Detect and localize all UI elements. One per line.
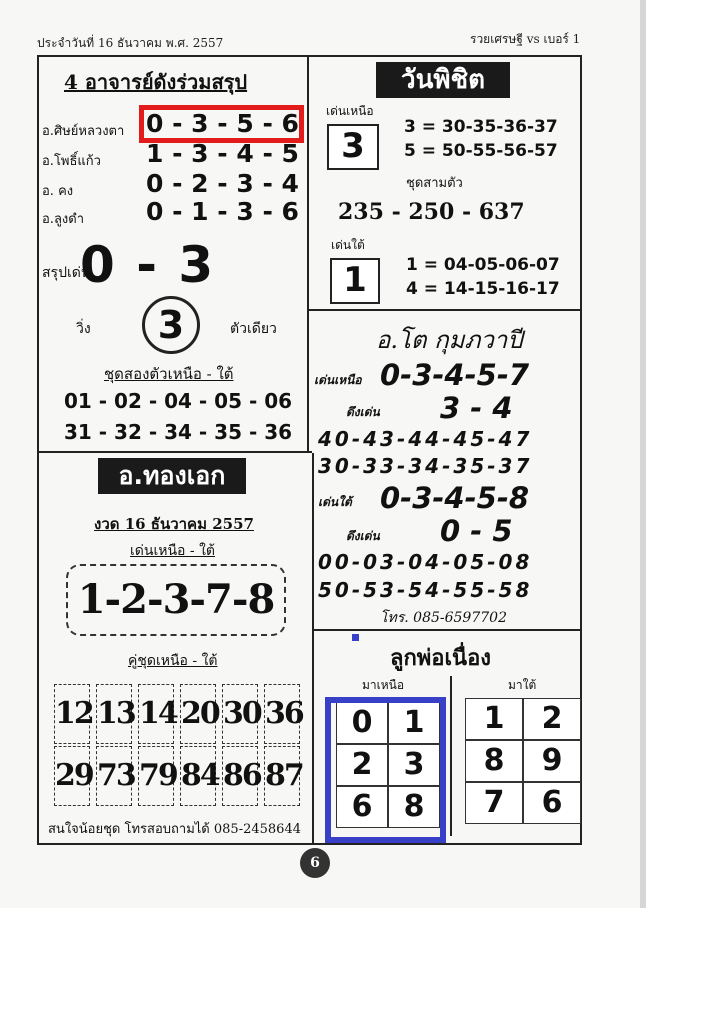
three-digit-label: ชุดสามตัว bbox=[406, 176, 463, 191]
pair-cell: 29 bbox=[54, 746, 90, 806]
pair-cell: 86 bbox=[222, 746, 258, 806]
south-label: เด่นใต้ bbox=[331, 238, 365, 252]
pair-cell: 87 bbox=[264, 746, 300, 806]
grid-digit: 3 bbox=[388, 744, 440, 786]
pair-cell: 20 bbox=[180, 684, 216, 744]
number-line: 50-53-54-55-58 bbox=[318, 578, 533, 602]
pair-cell: 84 bbox=[180, 746, 216, 806]
run-digit-circle: 3 bbox=[142, 296, 200, 354]
summary-label: สรุปเด่น bbox=[42, 265, 91, 281]
blue-highlight-box bbox=[325, 697, 446, 843]
pairs-line: 31 - 32 - 34 - 35 - 36 bbox=[64, 420, 293, 444]
ajarn-name: อ. คง bbox=[42, 184, 74, 199]
section-title-wanpichit: วันพิชิต bbox=[376, 62, 510, 98]
pull-label: ดึงเด่น bbox=[346, 405, 380, 419]
south-line: 1 = 04-05-06-07 bbox=[406, 255, 560, 275]
pair-cell: 13 bbox=[96, 684, 132, 744]
number-line: 30-33-34-35-37 bbox=[318, 454, 533, 478]
summary-value: 0 - 3 bbox=[80, 236, 216, 294]
grid-digit: 8 bbox=[465, 740, 523, 782]
grid-digit: 7 bbox=[465, 782, 523, 824]
grid-digit: 6 bbox=[523, 782, 581, 824]
section-title-thong-ek: อ.ทองเอก bbox=[98, 458, 246, 494]
pairs-label: คู่ชุดเหนือ - ใต้ bbox=[128, 653, 218, 669]
pair-cell: 30 bbox=[222, 684, 258, 744]
header-title: รวยเศรษฐี vs เบอร์ 1 bbox=[470, 32, 581, 46]
north-numbers: 0-3-4-5-7 bbox=[380, 358, 530, 392]
number-line: 00-03-04-05-08 bbox=[318, 550, 533, 574]
grid-digit: 1 bbox=[388, 702, 440, 744]
south-numbers: 0-3-4-5-8 bbox=[380, 481, 530, 515]
blue-marker bbox=[352, 634, 359, 641]
phone-number: โทร. 085-6597702 bbox=[380, 610, 507, 626]
divider-luk-pho bbox=[450, 676, 452, 836]
north-line: 5 = 50-55-56-57 bbox=[404, 141, 558, 161]
grid-digit: 2 bbox=[523, 698, 581, 740]
run-label: วิ่ง bbox=[76, 321, 91, 337]
section-title-ajarn-to: อ.โต กุมภวาปี bbox=[376, 326, 523, 354]
left-grid-label: มาเหนือ bbox=[362, 678, 405, 692]
main-numbers-box: 1-2-3-7-8 bbox=[66, 564, 286, 636]
right-grid-label: มาใต้ bbox=[508, 678, 537, 692]
divider-left bbox=[37, 451, 312, 453]
grid-digit: 8 bbox=[388, 786, 440, 828]
header-date: ประจำวันที่ 16 ธันวาคม พ.ศ. 2557 bbox=[37, 36, 224, 50]
page-number: 6 bbox=[300, 848, 330, 878]
grid-digit: 2 bbox=[336, 744, 388, 786]
page-edge bbox=[640, 0, 646, 908]
north-label: เด่นเหนือ bbox=[326, 104, 374, 118]
grid-digit: 0 bbox=[336, 702, 388, 744]
pair-cell: 36 bbox=[264, 684, 300, 744]
draw-date: งวด 16 ธันวาคม 2557 bbox=[94, 515, 254, 533]
grid-digit: 6 bbox=[336, 786, 388, 828]
ajarn-numbers: 1 - 3 - 4 - 5 bbox=[146, 139, 299, 168]
pair-cell: 73 bbox=[96, 746, 132, 806]
north-digit-box: 3 bbox=[327, 124, 379, 170]
south-label: เด่นใต้ bbox=[318, 495, 352, 509]
divider-right-2 bbox=[313, 629, 582, 631]
section-title-luk-pho-nueang: ลูกพ่อเนื่อง bbox=[390, 645, 492, 671]
north-south-label: เด่นเหนือ - ใต้ bbox=[130, 543, 215, 559]
divider-right-1 bbox=[308, 309, 582, 311]
section-title-4-ajarn: 4 อาจารย์ดังร่วมสรุป bbox=[64, 70, 248, 94]
divider-vertical-bottom bbox=[312, 453, 314, 845]
pull-label: ดึงเด่น bbox=[346, 529, 380, 543]
ajarn-numbers: 0 - 3 - 5 - 6 bbox=[146, 109, 299, 138]
ajarn-numbers: 0 - 1 - 3 - 6 bbox=[146, 197, 299, 226]
number-line: 40-43-44-45-47 bbox=[318, 427, 533, 451]
pairs-title: ชุดสองตัวเหนือ - ใต้ bbox=[104, 365, 234, 383]
north-label: เด่นเหนือ bbox=[314, 373, 362, 387]
ajarn-numbers: 0 - 2 - 3 - 4 bbox=[146, 169, 299, 198]
ajarn-name: อ.โพธิ์แก้ว bbox=[42, 154, 101, 169]
north-line: 3 = 30-35-36-37 bbox=[404, 117, 558, 137]
pull-numbers: 3 - 4 bbox=[440, 391, 513, 425]
pair-cell: 79 bbox=[138, 746, 174, 806]
single-label: ตัวเดียว bbox=[230, 321, 277, 337]
grid-digit: 9 bbox=[523, 740, 581, 782]
ajarn-name: อ.ลูงดำ bbox=[42, 212, 84, 227]
pair-cell: 12 bbox=[54, 684, 90, 744]
red-highlight-box bbox=[139, 105, 304, 143]
pull-numbers: 0 - 5 bbox=[440, 514, 513, 548]
grid-digit: 1 bbox=[465, 698, 523, 740]
pair-cell: 14 bbox=[138, 684, 174, 744]
south-line: 4 = 14-15-16-17 bbox=[406, 279, 560, 299]
ajarn-name: อ.ศิษย์หลวงตา bbox=[42, 124, 125, 139]
south-digit-box: 1 bbox=[330, 258, 380, 304]
contact-line: สนใจน้อยชุด โทรสอบถามได้ 085-2458644 bbox=[48, 822, 301, 837]
three-digit-values: 235 - 250 - 637 bbox=[338, 199, 525, 225]
divider-vertical-top bbox=[307, 55, 309, 453]
pairs-line: 01 - 02 - 04 - 05 - 06 bbox=[64, 389, 293, 413]
